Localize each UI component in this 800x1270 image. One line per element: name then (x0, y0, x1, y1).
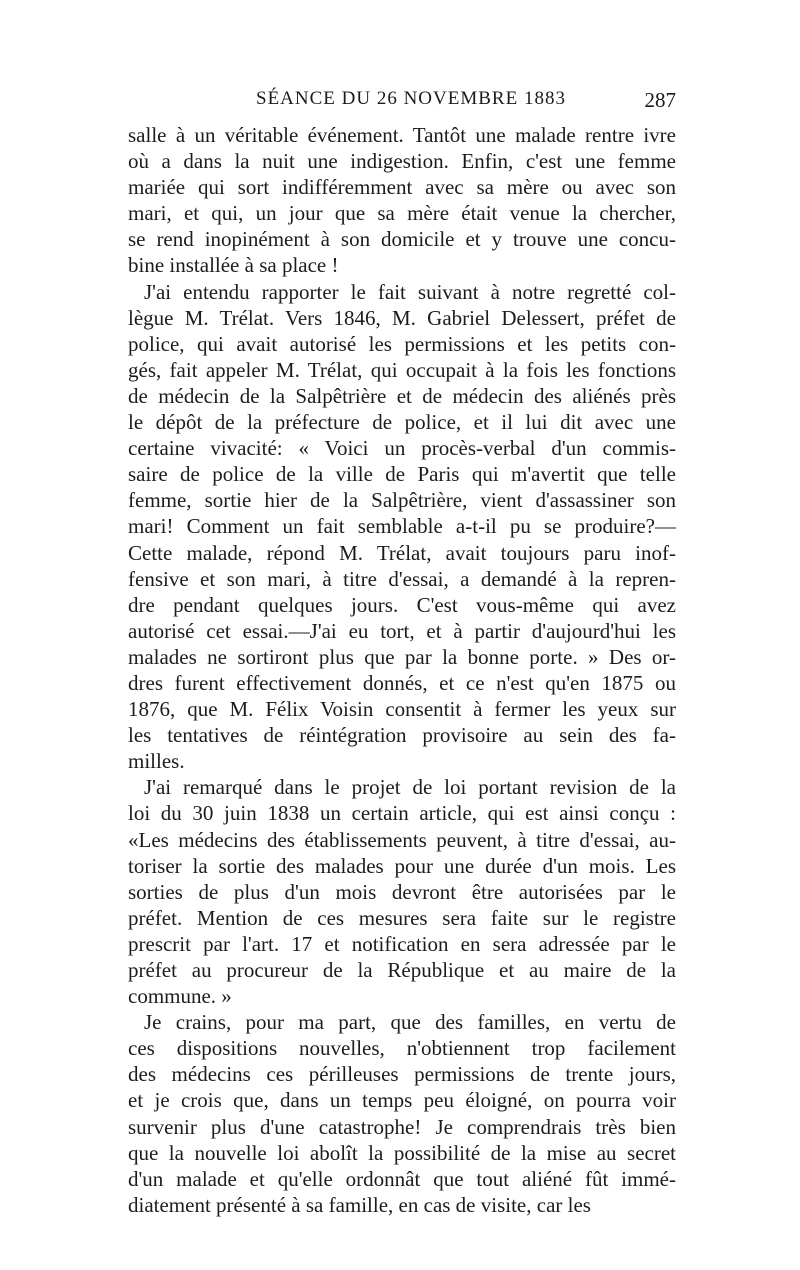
text-line: et je crois que, dans un temps peu éloigné, on pourra voir (128, 1088, 676, 1113)
text-line: gés, fait appeler M. Trélat, qui occupait à la fois les fonctions (128, 357, 676, 382)
text-line: fensive et son mari, à titre d'essai, a demandé à la repren- (128, 566, 676, 591)
text-line: des médecins ces périlleuses permissions de trente jours, (128, 1062, 676, 1087)
text-line: lègue M. Trélat. Vers 1846, M. Gabriel Delessert, préfet de (128, 305, 676, 330)
text-line: toriser la sortie des malades pour une durée d'un mois. Les (128, 853, 676, 878)
text-line: préfet. Mention de ces mesures sera faite sur le registre (128, 905, 676, 930)
text-line: mari, et qui, un jour que sa mère était venue la chercher, (128, 201, 676, 226)
text-line: salle à un véritable événement. Tantôt une malade rentre ivre (128, 123, 676, 147)
text-line: Cette malade, répond M. Trélat, avait toujours paru inof- (128, 540, 676, 565)
text-line: se rend inopinément à son domicile et y trouve une concu- (128, 227, 676, 252)
text-line: saire de police de la ville de Paris qui m'avertit que telle (128, 462, 676, 487)
text-line: où a dans la nuit une indigestion. Enfin, c'est une femme (128, 149, 676, 174)
text-line: Je crains, pour ma part, que des familles, en vertu de (144, 1010, 676, 1035)
running-head (128, 88, 676, 118)
text-line: de médecin de la Salpêtrière et de médecin des aliénés près (128, 383, 676, 408)
text-line: malades ne sortiront plus que par la bonne porte. » Des or- (128, 644, 676, 669)
text-line: bine installée à sa place ! (128, 253, 339, 278)
text-line: que la nouvelle loi abolît la possibilité de la mise au secret (128, 1140, 676, 1165)
text-line: ces dispositions nouvelles, n'obtiennent trop facilement (128, 1036, 676, 1061)
running-title: SÉANCE DU 26 NOVEMBRE 1883 (256, 88, 566, 109)
text-line: certaine vivacité: « Voici un procès-verbal d'un commis- (128, 436, 676, 461)
text-line: J'ai remarqué dans le projet de loi portant revision de la (144, 775, 676, 800)
text-line: survenir plus d'une catastrophe! Je comprendrais très bien (128, 1114, 676, 1139)
text-line: loi du 30 juin 1838 un certain article, qui est ainsi conçu : (128, 801, 676, 826)
text-line: dres furent effectivement donnés, et ce n'est qu'en 1875 ou (128, 670, 676, 695)
text-line: dre pendant quelques jours. C'est vous-même qui avez (128, 592, 676, 617)
text-line: mariée qui sort indifféremment avec sa mère ou avec son (128, 175, 676, 200)
text-line: milles. (128, 749, 185, 774)
text-line: d'un malade et qu'elle ordonnât que tout aliéné fût immé- (128, 1166, 676, 1191)
text-line: le dépôt de la préfecture de police, et il lui dit avec une (128, 410, 676, 435)
text-line: J'ai entendu rapporter le fait suivant à notre regretté col- (144, 279, 676, 304)
text-line: police, qui avait autorisé les permissions et les petits con- (128, 331, 676, 356)
text-line: sorties de plus d'un mois devront être autorisées par le (128, 879, 676, 904)
text-line: commune. » (128, 984, 232, 1009)
text-line: 1876, que M. Félix Voisin consentit à fermer les yeux sur (128, 697, 676, 722)
text-line: les tentatives de réintégration provisoire au sein des fa- (128, 723, 676, 748)
body-text (128, 122, 676, 1218)
text-line: autorisé cet essai.—J'ai eu tort, et à partir d'aujourd'hui les (128, 618, 676, 643)
text-line: diatement présenté à sa famille, en cas de visite, car les (128, 1192, 591, 1217)
text-line: femme, sortie hier de la Salpêtrière, vient d'assassiner son (128, 488, 676, 513)
text-line: préfet au procureur de la République et au maire de la (128, 958, 676, 982)
text-line: mari! Comment un fait semblable a-t-il pu se produire?— (128, 514, 676, 539)
text-line: «Les médecins des établissements peuvent, à titre d'essai, au- (128, 827, 676, 852)
text-line: prescrit par l'art. 17 et notification en sera adressée par le (128, 931, 676, 956)
page-number: 287 (644, 88, 676, 112)
